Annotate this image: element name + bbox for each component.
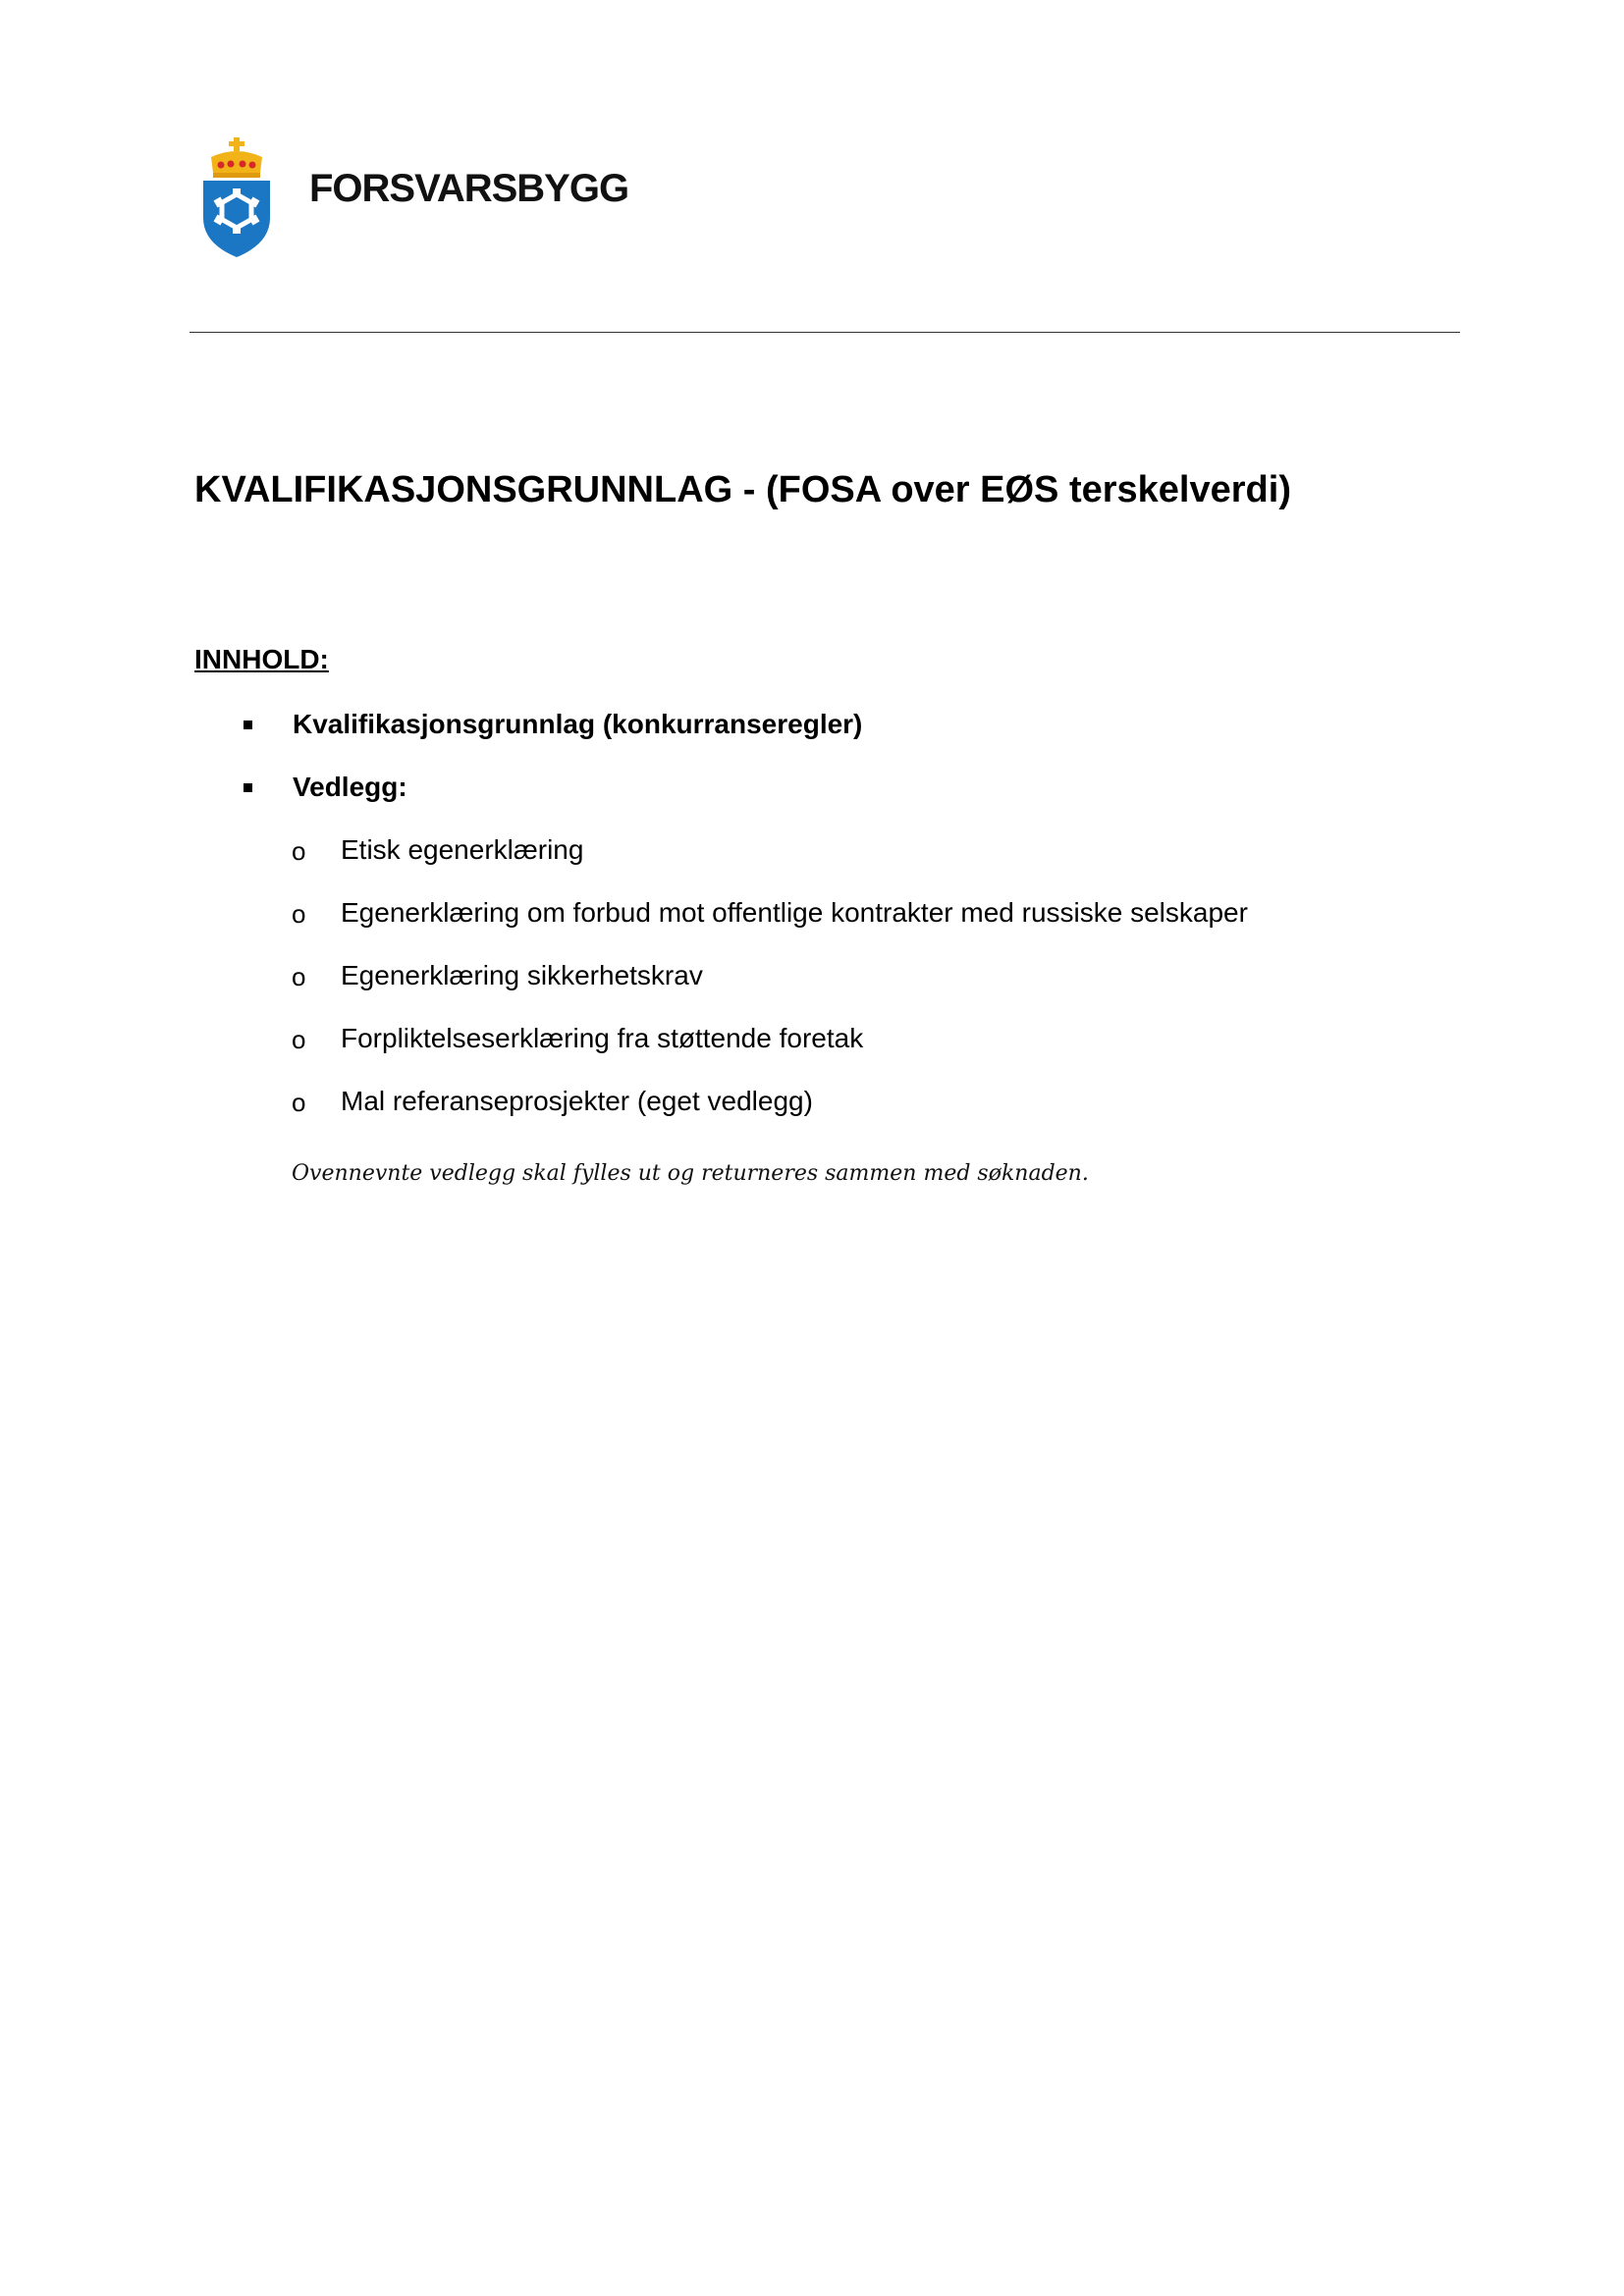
attachment-label: Etisk egenerklæring xyxy=(341,834,584,865)
crest-icon xyxy=(201,135,272,259)
document-title: KVALIFIKASJONSGRUNNLAG - (FOSA over EØS terskelverdi) xyxy=(194,469,1291,510)
attachments-note: Ovennevnte vedlegg skal fylles ut og returneres sammen med søknaden. xyxy=(292,1161,1089,1186)
list-item-label: Vedlegg: xyxy=(293,772,407,802)
list-item-label: Kvalifikasjonsgrunnlag (konkurranseregler) xyxy=(293,709,863,739)
square-bullet-icon xyxy=(244,721,252,729)
brand-name: FORSVARSBYGG xyxy=(309,167,629,210)
attachment-label: Mal referanseprosjekter (eget vedlegg) xyxy=(341,1086,813,1116)
circle-bullet-icon: o xyxy=(292,1025,306,1054)
contents-heading: INNHOLD: xyxy=(194,644,329,674)
circle-bullet-icon: o xyxy=(292,962,306,991)
header-logo xyxy=(201,135,653,259)
header-divider xyxy=(189,332,1460,333)
attachment-label: Egenerklæring sikkerhetskrav xyxy=(341,960,703,990)
circle-bullet-icon: o xyxy=(292,1088,306,1117)
square-bullet-icon xyxy=(244,783,252,792)
attachment-label: Forpliktelseserklæring fra støttende foretak xyxy=(341,1023,864,1053)
circle-bullet-icon: o xyxy=(292,899,306,929)
circle-bullet-icon: o xyxy=(292,836,306,866)
attachment-label: Egenerklæring om forbud mot offentlige kontrakter med russiske selskaper xyxy=(341,897,1248,928)
